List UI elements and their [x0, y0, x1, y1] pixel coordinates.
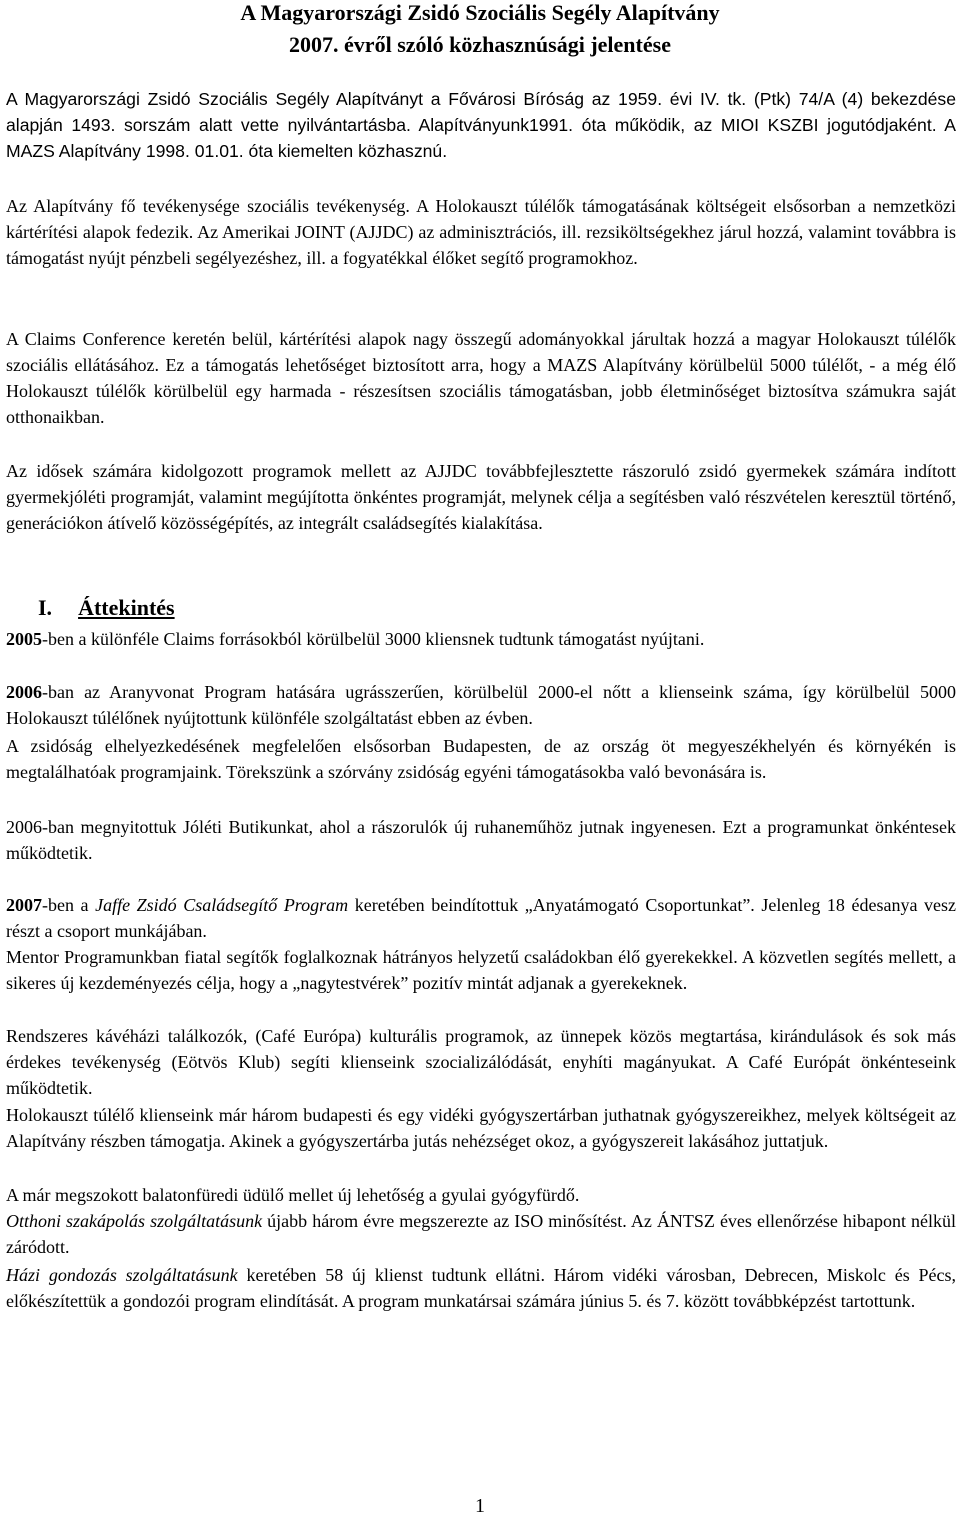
elderly-programs-paragraph: Az idősek számára kidolgozott programok mellett az AJJDC továbbfejlesztette rászoruló zsidó gyermekek számára indított gyermekjóléti programját, valamint megújította önkéntes programját, melynek célja a segítésben való részvételen keresztül történő, generációkon átívelő közösségépítés, az integrált családsegítés kialakítása. [6, 461, 956, 533]
year-2006-paragraph [6, 679, 956, 731]
intro-paragraph: A Magyarországi Zsidó Szociális Segély Alapítványt a Fővárosi Bíróság az 1959. évi IV. tk. (Ptk) 74/A (4) bekezdése alapján 1493. sorszám alatt vette nyilvántartásba. Alapítványunk1991. óta működik, az MIOI KSZBI jogutódjaként. A MAZS Alapítvány 1998. 01.01. óta kiemelten közhasznú. [6, 89, 956, 161]
year-2007-post: keretében beindítottuk „Anyatámogató Csoportunkat”. Jelenleg 18 édesanya vesz részt a csoport munkájában. [6, 895, 956, 941]
section-heading [38, 594, 175, 622]
boutique-paragraph: 2006-ban megnyitottuk Jóléti Butikunkat, ahol a rászorulók új ruhaneműhöz jutnak ingyenesen. Ezt a programunkat önkéntesek működtetik. [6, 817, 956, 863]
page-number: 1 [475, 1495, 485, 1517]
activity-paragraph: Az Alapítvány fő tevékenysége szociális tevékenység. A Holokauszt túlélők támogatásának költségeit elsősorban a nemzetközi kártérítési alapok fedezik. Az Amerikai JOINT (AJJDC) az adminisztrációs, ill. rezsiköltségekhez járul hozzá, valamint továbbra is támogatást nyújt pénzbeli segélyezéshez, ill. a fogyatékkal élőket segítő programokhoz. [6, 196, 956, 268]
year-2005-label: 2005 [6, 629, 42, 649]
mentor-paragraph: Mentor Programunkban fiatal segítők foglalkoznak hátrányos helyzetű családokban élő gyerekekkel. A közvetlen segítés mellett, a sikeres új kezdeményezés célja, hogy a „nagytestvérek” pozitív mintát adjanak a gyerekeknek. [6, 947, 956, 993]
home-care-text: keretében 58 új klienst tudtunk ellátni. Három vidéki városban, Debrecen, Miskolc és Pécs, előkészítettük a gondozói program elindítását. A program munkatársai számára június 5. és 7. között továbbképzést tartottunk. [6, 1265, 957, 1311]
claims-paragraph: A Claims Conference keretén belül, kártérítési alapok nagy összegű adományokkal járultak hozzá a magyar Holokauszt túlélők szociális ellátásához. Ez a támogatás lehetőséget biztosított arra, hogy a MAZS Alapítvány körülbelül 5000 túlélőt, - a még élő Holokauszt túlélők körülbelül egy harmada - részesítsen szociális támogatásban, jobb életminőséget biztosítva számukra saját otthonaikban. [6, 329, 956, 427]
home-care-label: Házi gondozás szolgáltatásunk [6, 1265, 238, 1285]
year-2007-paragraph [6, 892, 956, 944]
jewry-location-paragraph: A zsidóság elhelyezkedésének megfelelően elsősorban Budapesten, de az ország öt megyeszékhelyén és környékén is megtalálhatóak programjaink. Törekszünk a szórvány zsidóság egyéni támogatásokba való bevonására is. [6, 736, 956, 782]
section-title: Áttekintés [78, 595, 175, 620]
year-2006-label: 2006 [6, 682, 42, 702]
home-nursing-label: Otthoni szakápolás szolgáltatásunk [6, 1211, 263, 1231]
document-title: A Magyarországi Zsidó Szociális Segély Alapítvány [240, 0, 720, 25]
jaffe-program-name: Jaffe Zsidó Családsegítő Program [95, 895, 349, 915]
home-care-paragraph [6, 1262, 956, 1314]
home-nursing-paragraph [6, 1208, 956, 1260]
cafe-europa-paragraph: Rendszeres kávéházi találkozók, (Café Európa) kulturális programok, az ünnepek közös megtartása, kirándulások és sok más érdekes tevékenység (Eötvös Klub) segíti klienseink szocializálódását, enyhíti magányukat. A Café Európát önkénteseink működtetik. [6, 1026, 956, 1098]
home-nursing-text: újabb három évre megszerezte az ISO minősítést. Az ÁNTSZ éves ellenőrzése hibapont nélkül záródott. [6, 1211, 956, 1257]
year-2005-text: -ben a különféle Claims forrásokból körülbelül 3000 kliensnek tudtunk támogatást nyújtani. [42, 629, 705, 649]
resort-paragraph: A már megszokott balatonfüredi üdülő mellet új lehetőség a gyulai gyógyfürdő. [6, 1185, 580, 1205]
section-number: I. [38, 595, 53, 620]
year-2005-paragraph [6, 626, 956, 652]
pharmacy-paragraph: Holokauszt túlélő klienseink már három budapesti és egy vidéki gyógyszertárban juthatnak gyógyszereikhez, melyek költségeit az Alapítvány részben támogatja. Akinek a gyógyszertárba jutás nehézséget okoz, a gyógyszereit lakásához juttatjuk. [6, 1105, 956, 1151]
document-subtitle: 2007. évről szóló közhasznúsági jelentése [289, 32, 671, 57]
year-2007-label: 2007 [6, 895, 42, 915]
year-2007-pre: -ben a [42, 895, 96, 915]
year-2006-text: -ban az Aranyvonat Program hatására ugrásszerűen, körülbelül 2000-el nőtt a klienseink száma, így körülbelül 5000 Holokauszt túlélőnek nyújtottunk különféle szolgáltatást ebben az évben. [6, 682, 956, 728]
